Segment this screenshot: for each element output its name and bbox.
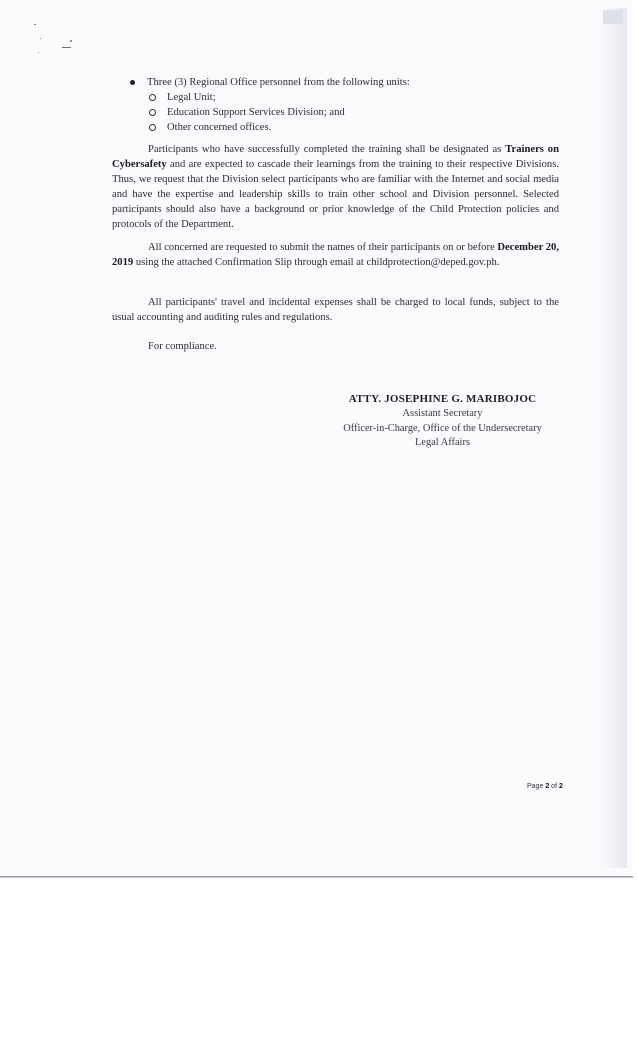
sub-list-item <box>130 90 570 105</box>
scan-speck <box>70 40 72 42</box>
bullet-text: Three (3) Regional Office personnel from the following units: <box>147 77 410 88</box>
paragraph-text: and are expected to cascade their learnings from the training to their respective Divisions. Thus, we request that the Division select participants who are familiar with the Internet and social media and have the expertise and leadership skills to train other school and Division personnel. Selected participants should also have a background or prior knowledge of the Child Protection policies and protocols of the Department. <box>112 159 559 230</box>
scan-speck <box>38 52 39 53</box>
sub-list-item-text: Legal Unit; <box>167 92 216 103</box>
bullet-list <box>130 75 570 135</box>
signatory-unit: Legal Affairs <box>415 437 470 448</box>
page-label: Page <box>527 783 544 790</box>
scan-corner-mark <box>603 10 623 24</box>
scan-speck <box>34 24 36 25</box>
sub-list-item <box>130 120 570 135</box>
signature-block <box>320 392 565 451</box>
paragraph-trainers <box>112 142 559 232</box>
sub-list-item-text: Education Support Services Division; and <box>167 107 345 118</box>
scan-speck <box>62 47 71 48</box>
page-number <box>527 783 563 790</box>
paragraph-bold-text: Trainers on Cybersafety <box>112 144 559 170</box>
deadline-date: December 20, 2019 <box>112 242 560 268</box>
total-pages: 2 <box>558 783 563 790</box>
scan-speck <box>40 38 41 39</box>
list-item <box>130 75 570 90</box>
scan-shadow-edge <box>599 8 627 868</box>
hollow-bullet-icon <box>149 124 156 131</box>
paragraph-expenses: All participants' travel and incidental expenses shall be charged to local funds, subject to the usual accounting and auditing rules and regulations. <box>112 297 559 323</box>
sub-list-item <box>130 105 570 120</box>
paragraph-text: All concerned are requested to submit the names of their participants on or before <box>148 242 498 253</box>
current-page: 2 <box>545 783 550 790</box>
hollow-bullet-icon <box>149 109 156 116</box>
signatory-name: ATTY. JOSEPHINE G. MARIBOJOC <box>348 393 537 405</box>
signatory-office: Officer-in-Charge, Office of the Undersecretary <box>343 422 542 434</box>
sub-list-item-text: Other concerned offices. <box>167 122 272 133</box>
of-label: of <box>551 783 558 790</box>
bullet-dot-icon <box>130 80 135 85</box>
paragraph-deadline <box>112 240 559 270</box>
paragraph-text: using the attached Confirmation Slip through email at childprotection@deped.gov.ph. <box>133 257 500 268</box>
signatory-title: Assistant Secretary <box>402 408 483 419</box>
hollow-bullet-icon <box>149 94 156 101</box>
paragraph-compliance: For compliance. <box>148 341 217 352</box>
paragraph-text: Participants who have successfully completed the training shall be designated as <box>148 144 506 155</box>
